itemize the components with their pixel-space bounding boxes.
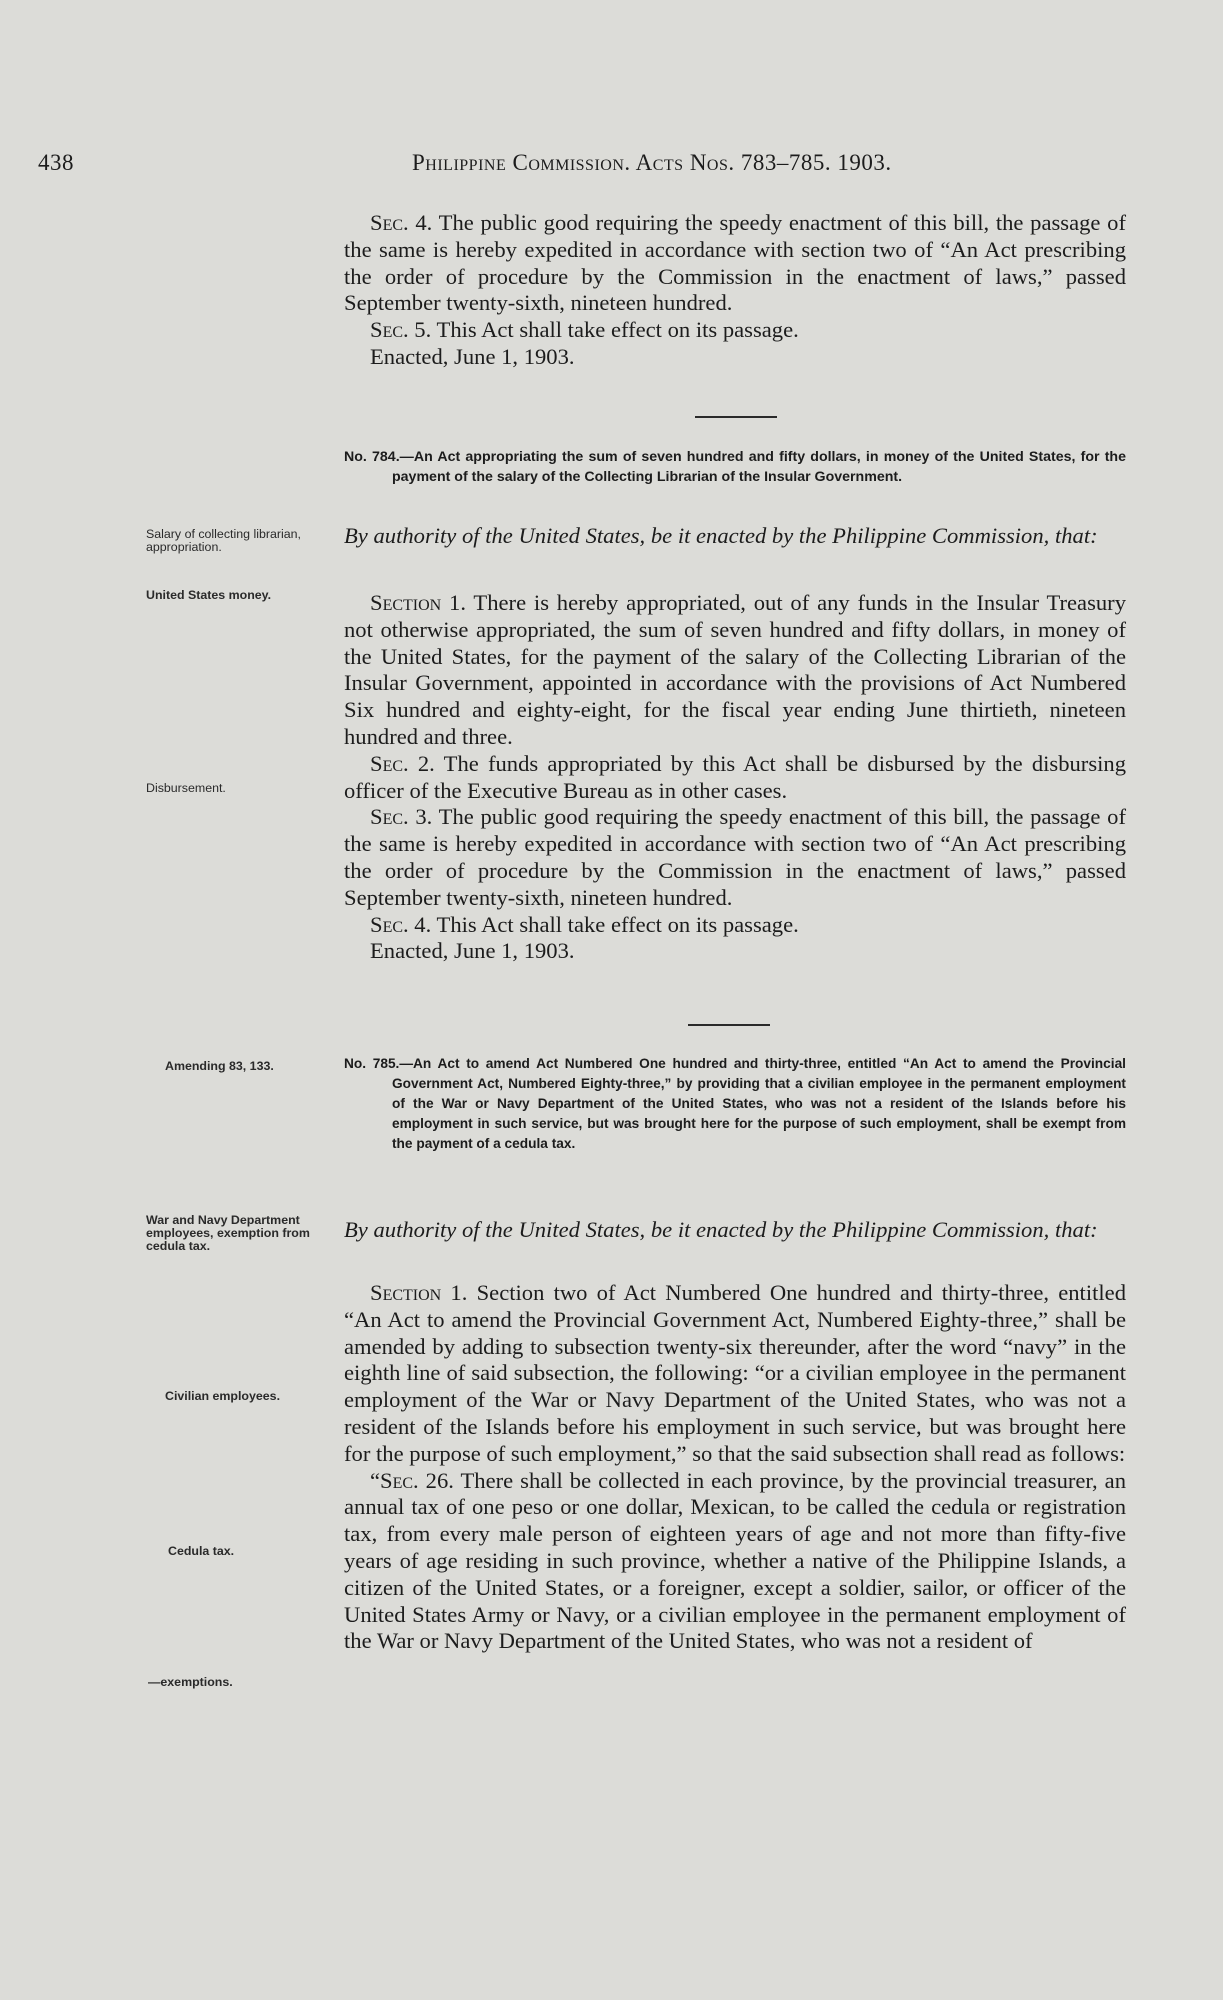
act-784-sec-4: Sec. 4. This Act shall take effect on its passage. (370, 911, 799, 937)
margin-note-war-navy: War and Navy Department employees, exemption from cedula tax. (146, 1213, 310, 1253)
margin-note-cedula: Cedula tax. (168, 1544, 235, 1558)
margin-note-amending: Amending 83, 133. (165, 1059, 274, 1073)
margin-note-salary: Salary of collecting librarian, appropriation. (146, 527, 301, 554)
act-785-sec-26: “Sec. 26. There shall be collected in each province, by the provincial treasurer, an annual tax of one peso or one dollar, Mexican, to be called the cedula or registration tax, from every male person of eighteen years of age and not more than fifty-five years of age residing in such province, whether a native of the Philippine Islands, a citizen of the United States, or a foreigner, except a soldier, sailor, or officer of the United States Army or Navy, or a civilian employee in the permanent employment of the War or Navy Department of the United States, who was not a resident of (344, 1467, 1127, 1654)
section-divider (688, 1024, 770, 1026)
margin-note-money: United States money. (146, 588, 272, 602)
margin-note-disbursement: Disbursement. (146, 781, 226, 795)
act-784-sec-1: Section 1. There is hereby appropriated, out of any funds in the Insular Treasury not otherwise appropriated, the sum of seven hundred and fifty dollars, in money of the United States, for the payment of the salary of the Collecting Librarian of the Insular Government, appointed in accordance with the provisions of Act Numbered Six hundred and eighty-eight, for the fiscal year ending June thirtieth, nineteen hundred and three. (344, 590, 1126, 749)
act-783-sec-5: Sec. 5. This Act shall take effect on its passage. (370, 317, 799, 343)
act-783-tail (344, 210, 1126, 371)
act-784-enacted: Enacted, June 1, 1903. (370, 938, 575, 964)
margin-note-exemptions: —exemptions. (148, 1675, 233, 1689)
act-784-title: No. 784.—An Act appropriating the sum of seven hundred and fifty dollars, in money of the United States, for the payment of the salary of the Collecting Librarian of the Insular Government. (344, 449, 1126, 485)
act-783-sec-4: Sec. 4. The public good requiring the speedy enactment of this bill, the passage of the same is hereby expedited in accordance with section two of “An Act prescribing the order of procedure by the Commission in the enactment of laws,” passed September twenty-sixth, nineteen hundred. (344, 210, 1126, 316)
act-784-sec-2: Sec. 2. The funds appropriated by this Act shall be disbursed by the disbursing officer of the Executive Bureau as in other cases. (344, 750, 1126, 803)
act-783-enacted: Enacted, June 1, 1903. (370, 343, 575, 369)
act-784-sec-3: Sec. 3. The public good requiring the speedy enactment of this bill, the passage of the same is hereby expedited in accordance with section two of “An Act prescribing the order of procedure by the Commission in the enactment of laws,” passed September twenty-sixth, nineteen hundred. (344, 804, 1126, 910)
section-divider (695, 416, 777, 418)
act-785-enacting-clause: By authority of the United States, be it enacted by the Philippine Commission, that: (344, 1217, 1098, 1242)
margin-note-civilian: Civilian employees. (165, 1389, 281, 1403)
running-head: Philippine Commission. Acts Nos. 783–785. 1903. (412, 150, 892, 175)
act-785-title: No. 785.—An Act to amend Act Numbered One hundred and thirty-three, entitled “An Act to amend the Provincial Government Act, Numbered Eighty-three,” by providing that a civilian employee in the permanent employment of the War or Navy Department of the United States, who was not a resident of the Islands before his employment in such service, but was brought here for the purpose of such employment, shall be exempt from the payment of a cedula tax. (344, 1056, 1126, 1151)
act-784-enacting-clause: By authority of the United States, be it enacted by the Philippine Commission, that: (344, 523, 1098, 548)
act-784-body (344, 590, 1126, 965)
act-785-body (344, 1280, 1126, 1655)
page-number: 438 (38, 150, 74, 175)
act-785-sec-1: Section 1. Section two of Act Numbered One hundred and thirty-three, entitled “An Act to amend the Provincial Government Act, Numbered Eighty-three,” shall be amended by adding to subsection twenty-six thereunder, after the word “navy” in the eighth line of said subsection, the following: “or a civilian employee in the permanent employment of the War or Navy Department of the United States, who was not a resident of the Islands before his employment in such service, but was brought here for the purpose of such employment,” so that the said subsection shall read as follows: (344, 1280, 1126, 1466)
